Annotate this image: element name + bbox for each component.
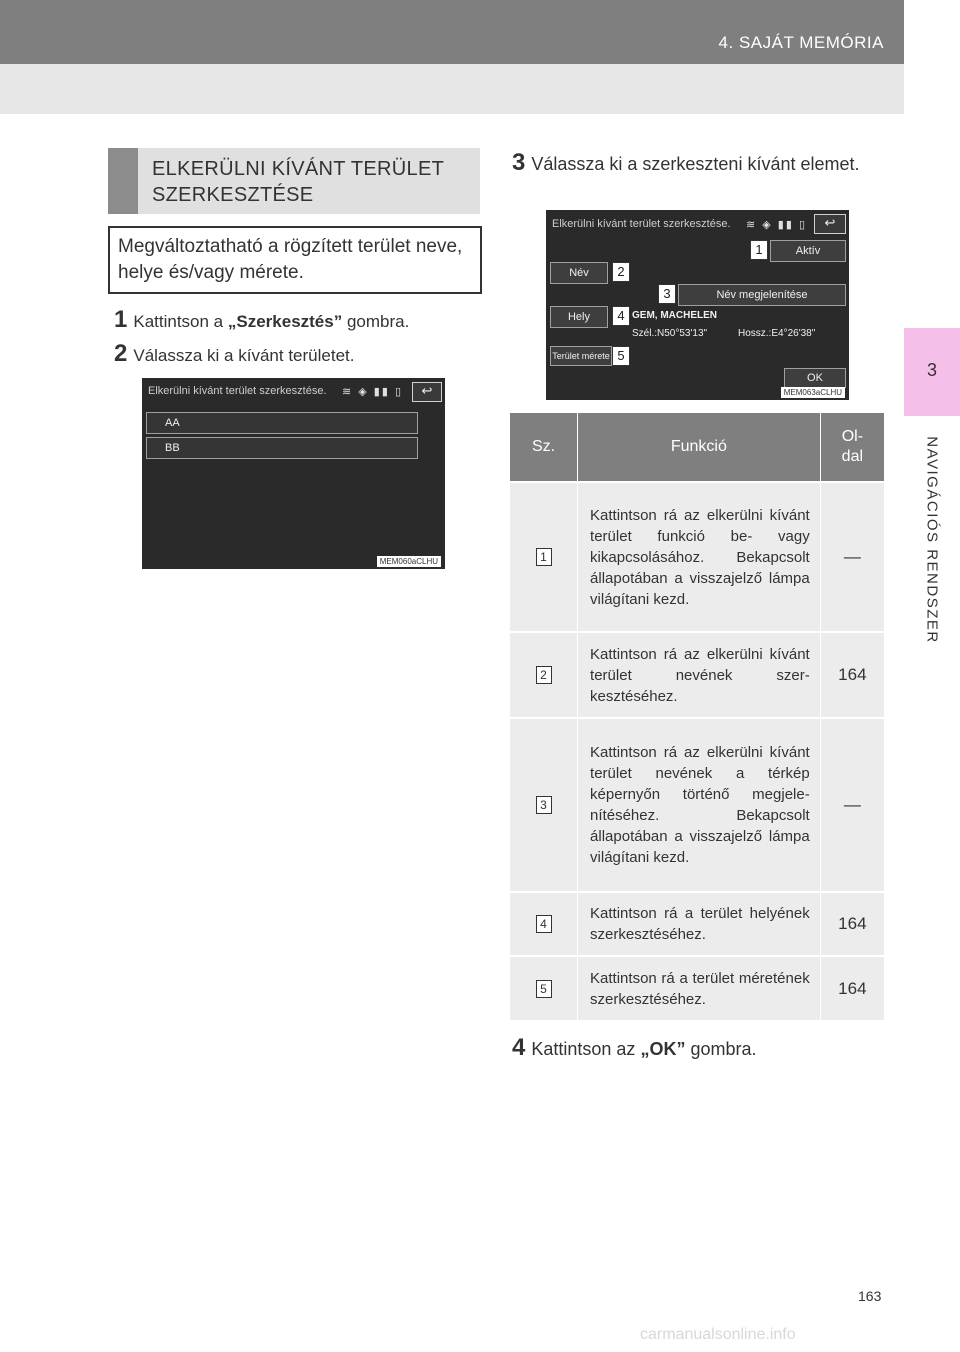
page-header [0, 0, 960, 64]
step-1-number: 1 [114, 306, 128, 333]
screenshot-edit-menu [546, 210, 849, 400]
step-4-bold: „OK” [640, 1039, 686, 1059]
step-2 [114, 340, 354, 368]
row-number-cell [510, 632, 578, 718]
header-function: Funkció [578, 413, 821, 482]
screen1-list-item-aa[interactable]: AA [146, 412, 418, 434]
screen1-title: Elkerülni kívánt terület szerkesztése. [148, 385, 327, 397]
section-heading [108, 148, 480, 214]
row-number-cell [510, 956, 578, 1020]
step-1-bold: „Szerkesztés” [227, 312, 343, 331]
step-3 [512, 150, 884, 177]
row-page: 164 [820, 956, 884, 1020]
header-no: Sz. [510, 413, 578, 482]
step-1-post: gombra. [342, 312, 410, 331]
row-function: Kattintson rá az elkerülni kívánt terület nevének a térkép képernyőn történő megjelenítéséhez. Bekapcsolt állapotában a visszajelző lámpa világítani kezd. [578, 718, 821, 892]
row-number: 4 [536, 915, 552, 933]
callout-5: 5 [612, 346, 630, 366]
step-4-number: 4 [512, 1034, 526, 1061]
nev-button[interactable]: Név [550, 262, 608, 284]
row-page: 164 [820, 892, 884, 956]
table-row [510, 892, 884, 956]
step-2-text: Válassza ki a kívánt területet. [133, 346, 355, 365]
step-2-number: 2 [114, 340, 128, 367]
row-number: 2 [536, 666, 552, 684]
table-row [510, 482, 884, 632]
step-1-pre: Kattintson a [133, 312, 228, 331]
row-number: 5 [536, 980, 552, 998]
section-heading-text: ELKERÜLNI KÍVÁNT TERÜLET SZERKESZTÉSE [152, 158, 444, 206]
header-page: Ol- dal [820, 413, 884, 482]
terulet-merete-button[interactable]: Terület mérete [550, 346, 612, 366]
longitude-value: Hossz.:E4°26'38" [738, 328, 816, 339]
intro-text: Megváltoztatható a rögzített terület neve, helye és/vagy mérete. [118, 236, 463, 283]
ok-button[interactable]: OK [784, 368, 846, 388]
screen2-status-icons: ≋ ◈ ▮▮ ▯ [746, 219, 808, 231]
step-4-post: gombra. [685, 1039, 757, 1059]
step-1 [114, 306, 409, 334]
row-page: 164 [820, 632, 884, 718]
callout-4: 4 [612, 306, 630, 326]
table-header-row [510, 413, 884, 482]
intro-box [108, 226, 482, 294]
chapter-title: 4. SAJÁT MEMÓRIA [718, 33, 884, 52]
row-function: Kattintson rá a terület helyének szerkesztéséhez. [578, 892, 821, 956]
step-3-text: Válassza ki a szerkeszteni kívánt elemet. [531, 154, 860, 174]
aktiv-button[interactable]: Aktív [770, 240, 846, 262]
row-number: 1 [536, 548, 552, 566]
side-rail [904, 0, 960, 1352]
chapter-tab-number: 3 [926, 360, 937, 380]
row-function: Kattintson rá a terület méretének szerkesztéséhez. [578, 956, 821, 1020]
table-row [510, 632, 884, 718]
screen1-status-icons: ≋ ◈ ▮▮ ▯ [342, 386, 404, 398]
function-table [510, 413, 884, 1020]
row-number: 3 [536, 796, 552, 814]
step-4 [512, 1034, 756, 1062]
screen1-back-button[interactable]: ↩ [412, 382, 442, 402]
screen2-title: Elkerülni kívánt terület szerkesztése. [552, 218, 731, 230]
row-function: Kattintson rá az elkerülni kívánt terület funkció be- vagy kikapcsolásához. Bekapcsolt állapotában a visszajelző lámpa világítani kezd. [578, 482, 821, 632]
watermark: carmanualsonline.info [640, 1326, 796, 1343]
screen1-caption: MEM060aCLHU [377, 556, 441, 567]
row-number-cell [510, 718, 578, 892]
screen2-back-button[interactable]: ↩ [814, 214, 846, 234]
row-page: — [820, 718, 884, 892]
callout-1: 1 [750, 240, 768, 260]
row-page: — [820, 482, 884, 632]
latitude-value: Szél.:N50°53'13" [632, 328, 708, 339]
row-number-cell [510, 482, 578, 632]
callout-3: 3 [658, 284, 676, 304]
screen2-caption: MEM063aCLHU [781, 387, 845, 398]
screenshot-area-list [142, 378, 445, 569]
table-row [510, 956, 884, 1020]
hely-button[interactable]: Hely [550, 306, 608, 328]
callout-2: 2 [612, 262, 630, 282]
page-number: 163 [858, 1288, 882, 1304]
header-band [0, 64, 960, 114]
row-function: Kattintson rá az elkerülni kívánt terület nevének szerkesztéséhez. [578, 632, 821, 718]
section-heading-bar [108, 148, 138, 214]
step-3-number: 3 [512, 149, 526, 176]
chapter-side-label: NAVIGÁCIÓS RENDSZER [923, 436, 941, 644]
nev-megjelenitese-button[interactable]: Név megjelenítése [678, 284, 846, 306]
place-name: GEM, MACHELEN [632, 310, 717, 321]
table-row [510, 718, 884, 892]
step-4-pre: Kattintson az [531, 1039, 641, 1059]
row-number-cell [510, 892, 578, 956]
screen1-list-item-bb[interactable]: BB [146, 437, 418, 459]
